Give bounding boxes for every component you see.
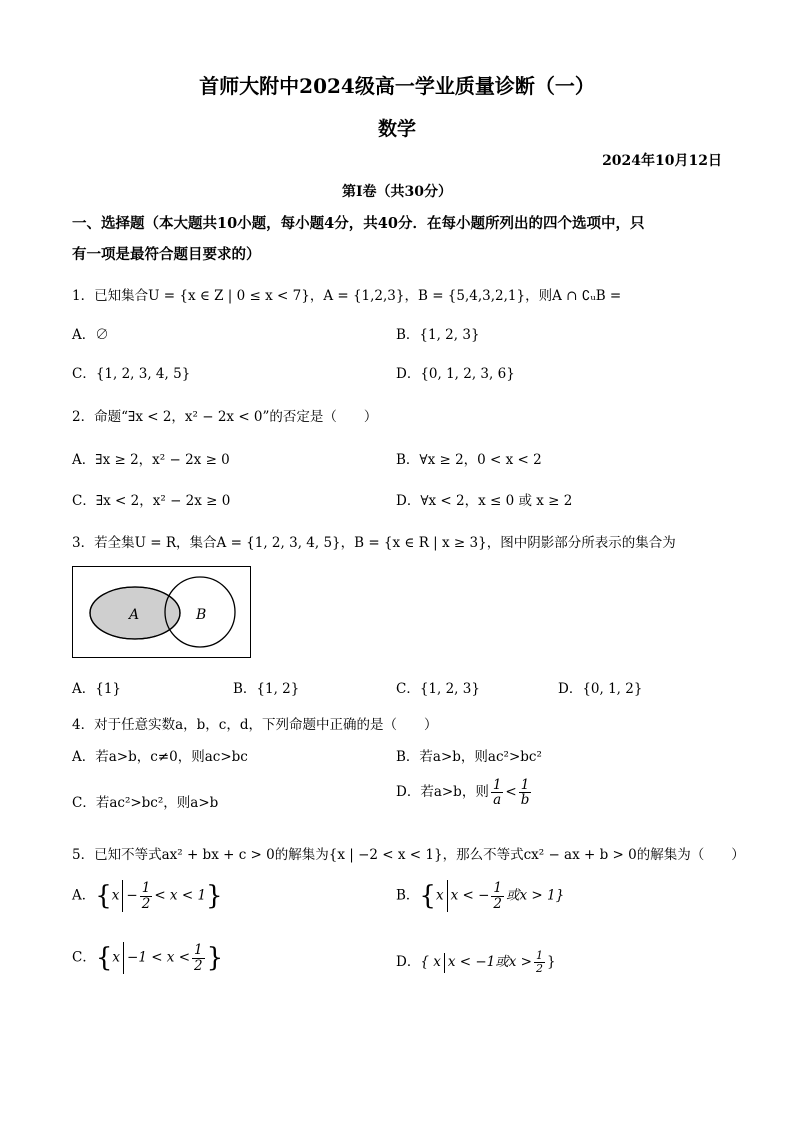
q4-d-frac1: $\frac{1}{a}$	[492, 777, 502, 809]
venn-svg	[73, 567, 250, 657]
q2-stem: 2．命题“∃x < 2，x² − 2x < 0”的否定是（ ）	[72, 409, 378, 425]
q5-option-a: A．{x − $\frac{1}{2}$ < x < 1}	[72, 880, 223, 912]
q3-option-c: C．{1, 2, 3}	[396, 681, 480, 697]
venn-label-a: A	[129, 607, 140, 623]
q4-option-a: A．若a>b，c≠0，则ac>bc	[72, 749, 248, 765]
subject-title: 数学	[377, 118, 416, 140]
q3-option-b: B．{1, 2}	[233, 681, 300, 697]
venn-label-b: B	[196, 607, 207, 623]
q2-option-b: B．∀x ≥ 2，0 < x < 2	[396, 452, 542, 468]
q4-option-c: C．若ac²>bc²，则a>b	[72, 795, 219, 811]
q3-stem: 3．若全集U = R，集合A = {1, 2, 3, 4, 5}，B = {x ∈ R | x ≥ 3}，图中阴影部分所表示的集合为	[72, 535, 676, 551]
q2-option-d: D．∀x < 2，x ≤ 0 或 x ≥ 2	[396, 493, 573, 509]
volume-heading: 第Ⅰ卷（共30分）	[341, 184, 453, 200]
q1-option-b: B．{1, 2, 3}	[396, 327, 480, 343]
q4-option-d-prefix: D．若a>b，则	[396, 784, 489, 801]
q1-option-d: D．{0, 1, 2, 3, 6}	[396, 366, 515, 382]
section-heading-line1: 一、选择题（本大题共10小题，每小题4分，共40分．在每小题所列出的四个选项中，只	[72, 215, 645, 232]
q5-option-c: C．{x −1 < x < $\frac{1}{2}$ }	[72, 942, 224, 974]
venn-diagram	[72, 566, 251, 658]
q4-option-d: D．若a>b，则 $\frac{1}{a}$ < $\frac{1}{b}$	[396, 777, 530, 809]
section-heading-line2: 有一项是最符合题目要求的）	[72, 246, 261, 263]
q4-d-frac2: $\frac{1}{b}$	[520, 777, 530, 809]
q3-option-d: D．{0, 1, 2}	[558, 681, 643, 697]
page-title: 首师大附中2024级高一学业质量诊断（一）	[199, 74, 595, 98]
q1-option-a: A．∅	[72, 327, 109, 343]
q3-option-a: A．{1}	[72, 681, 122, 697]
q1-option-c: C．{1, 2, 3, 4, 5}	[72, 366, 191, 382]
exam-date: 2024年10月12日	[602, 153, 722, 169]
q1-stem: 1．已知集合U = {x ∈ Z | 0 ≤ x < 7}，A = {1,2,3}，B = {5,4,3,2,1}，则A ∩ ∁ᵤB =	[72, 288, 622, 304]
q2-option-c: C．∃x < 2，x² − 2x ≥ 0	[72, 493, 231, 509]
q5-option-d: D．{ x x < −1或x > $\frac{1}{2}$ }	[396, 949, 556, 975]
q4-stem: 4．对于任意实数a，b，c，d，下列命题中正确的是（ ）	[72, 717, 438, 733]
q4-option-b: B．若a>b，则ac²>bc²	[396, 749, 542, 765]
q2-option-a: A．∃x ≥ 2，x² − 2x ≥ 0	[72, 452, 230, 468]
q5-option-b: B．{x x < − $\frac{1}{2}$ 或x > 1}	[396, 880, 565, 912]
q5-stem: 5．已知不等式ax² + bx + c > 0的解集为{x | −2 < x < 1}，那么不等式cx² − ax + b > 0的解集为（ ）	[72, 847, 745, 863]
